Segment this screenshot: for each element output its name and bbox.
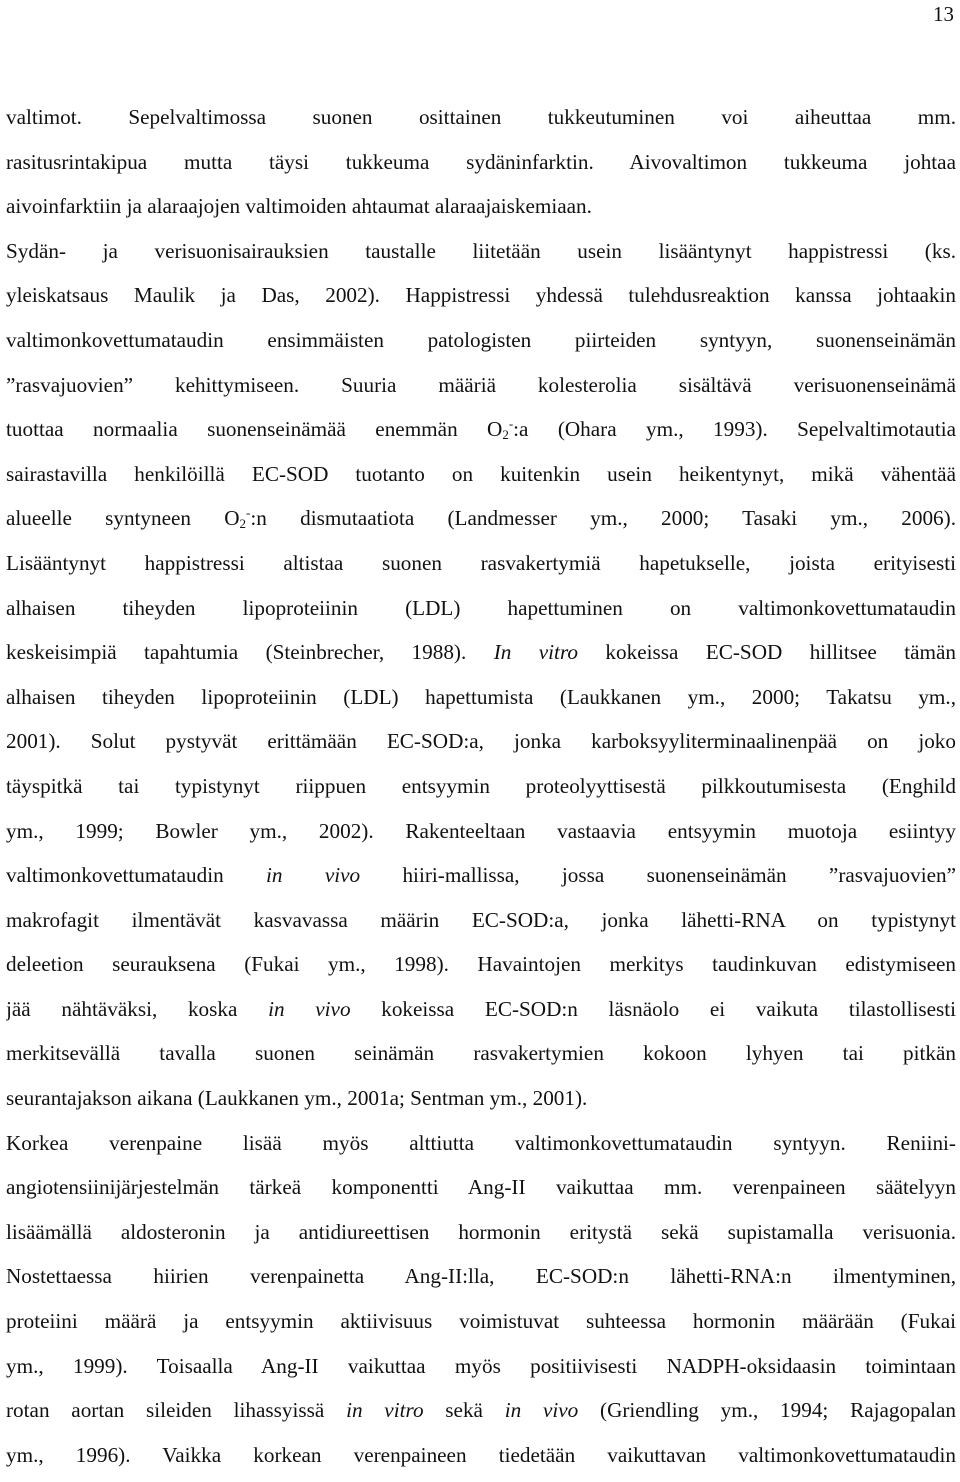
text-segment: seurantajakson aikana (Laukkanen ym., 2001a; Sentman ym., 2001). <box>6 1086 588 1111</box>
text-line <box>6 496 956 541</box>
italic-text: in vivo <box>504 1398 579 1423</box>
text-segment: valtimot. Sepelvaltimossa suonen osittainen tukkeutuminen voi aiheuttaa mm. <box>6 105 956 129</box>
text-segment: alhaisen tiheyden lipoproteiinin (LDL) hapettumista (Laukkanen ym., 2000; Takatsu ym., <box>6 684 956 709</box>
text-segment: tuottaa normaalia suonenseinämää enemmän O <box>6 417 503 442</box>
text-segment: alhaisen tiheyden lipoproteiinin (LDL) hapettuminen on valtimonkovettumataudin <box>6 595 956 620</box>
text-segment: alueelle syntyneen O <box>6 506 240 531</box>
text-line <box>6 719 956 764</box>
text-line <box>6 452 956 497</box>
text-segment: jää nähtäväksi, koska <box>6 996 269 1021</box>
text-line <box>6 140 956 185</box>
text-segment: hiiri-mallissa, jossa suonenseinämän ”rasvajuovien” <box>360 863 956 888</box>
text-segment: lisäämällä aldosteronin ja antidiureettisen hormonin eritystä sekä supistamalla verisuonia. <box>6 1219 956 1244</box>
text-segment: ym., 1999). Toisaalla Ang-II vaikuttaa myös positiivisesti NADPH-oksidaasin toimintaan <box>6 1353 956 1378</box>
superscript: - <box>246 505 251 521</box>
text-segment: Lisääntynyt happistressi altistaa suonen rasvakertymiä hapetukselle, joista erityisesti <box>6 550 956 575</box>
text-line <box>6 363 956 408</box>
body-text <box>6 95 956 1477</box>
text-line <box>6 95 956 140</box>
text-line <box>6 630 956 675</box>
text-line <box>6 764 956 809</box>
text-segment: yleiskatsaus Maulik ja Das, 2002). Happistressi yhdessä tulehdusreaktion kanssa johtaakin <box>6 283 956 308</box>
italic-text: In vitro <box>493 640 578 665</box>
text-segment: angiotensiinijärjestelmän tärkeä komponentti Ang-II vaikuttaa mm. verenpaineen säätelyyn <box>6 1175 956 1200</box>
text-line <box>6 898 956 943</box>
text-segment: ”rasvajuovien” kehittymiseen. Suuria määriä kolesterolia sisältävä verisuonenseinämä <box>6 372 956 397</box>
text-line <box>6 1299 956 1344</box>
text-segment: kokeissa EC-SOD hillitsee tämän <box>578 640 956 665</box>
text-segment: aivoinfarktiin ja alaraajojen valtimoiden ahtaumat alaraajaiskemiaan. <box>6 194 592 219</box>
text-line <box>6 184 956 229</box>
italic-text: in vivo <box>266 863 361 888</box>
text-line <box>6 1031 956 1076</box>
subscript: 2 <box>502 427 509 443</box>
text-line <box>6 273 956 318</box>
text-line <box>6 1165 956 1210</box>
text-segment: Sydän- ja verisuonisairauksien taustalle liitetään usein lisääntynyt happistressi (ks. <box>6 238 956 263</box>
text-segment: rasitusrintakipua mutta täysi tukkeuma sydäninfarktin. Aivovaltimon tukkeuma johtaa <box>6 149 956 174</box>
text-segment: ym., 1999; Bowler ym., 2002). Rakenteeltaan vastaavia entsyymin muotoja esiintyy <box>6 818 956 843</box>
text-segment: Nostettaessa hiirien verenpainetta Ang-II:lla, EC-SOD:n lähetti-RNA:n ilmentyminen, <box>6 1264 956 1289</box>
text-segment: ym., 1996). Vaikka korkean verenpaineen tiedetään vaikuttavan valtimonkovettumataudin <box>6 1442 956 1467</box>
text-segment: merkitsevällä tavalla suonen seinämän rasvakertymien kokoon lyhyen tai pitkän <box>6 1041 956 1066</box>
italic-text: in vivo <box>268 996 351 1021</box>
text-line <box>6 987 956 1032</box>
text-segment: sairastavilla henkilöillä EC-SOD tuotanto on kuitenkin usein heikentynyt, mikä vähentää <box>6 461 956 486</box>
text-line <box>6 1121 956 1166</box>
text-segment: valtimonkovettumataudin ensimmäisten patologisten piirteiden syntyyn, suonenseinämän <box>6 327 956 352</box>
text-segment: proteiini määrä ja entsyymin aktiivisuus voimistuvat suhteessa hormonin määrään (Fukai <box>6 1309 956 1334</box>
text-line <box>6 407 956 452</box>
text-line <box>6 1388 956 1433</box>
text-line <box>6 1076 956 1121</box>
text-segment: :n dismutaatiota (Landmesser ym., 2000; Tasaki ym., 2006). <box>250 506 956 531</box>
text-segment: deleetion seurauksena (Fukai ym., 1998). Havaintojen merkitys taudinkuvan edistymiseen <box>6 952 956 977</box>
text-line <box>6 675 956 720</box>
text-segment: kokeissa EC-SOD:n läsnäolo ei vaikuta tilastollisesti <box>350 996 956 1021</box>
text-segment: Korkea verenpaine lisää myös alttiutta valtimonkovettumataudin syntyyn. Reniini- <box>6 1130 956 1155</box>
text-line <box>6 1433 956 1478</box>
text-line <box>6 586 956 631</box>
text-segment: sekä <box>423 1398 505 1423</box>
text-segment: keskeisimpiä tapahtumia (Steinbrecher, 1988). <box>6 640 494 665</box>
text-line <box>6 541 956 586</box>
text-segment: makrofagit ilmentävät kasvavassa määrin EC-SOD:a, jonka lähetti-RNA on typistynyt <box>6 907 956 932</box>
text-line <box>6 318 956 363</box>
text-line <box>6 1210 956 1255</box>
page-number: 13 <box>933 2 954 26</box>
text-segment: valtimonkovettumataudin <box>6 863 267 888</box>
superscript: - <box>508 416 514 432</box>
text-line <box>6 942 956 987</box>
text-segment: rotan aortan sileiden lihassyissä <box>6 1398 347 1423</box>
text-line <box>6 1344 956 1389</box>
text-segment: :a (Ohara ym., 1993). Sepelvaltimotautia <box>513 417 956 442</box>
italic-text: in vitro <box>346 1398 424 1423</box>
text-segment: täyspitkä tai typistynyt riippuen entsyymin proteolyyttisestä pilkkoutumisesta (Enghild <box>6 773 956 798</box>
subscript: 2 <box>239 516 247 532</box>
text-segment: (Griendling ym., 1994; Rajagopalan <box>578 1398 956 1423</box>
text-line <box>6 1254 956 1299</box>
text-line <box>6 229 956 274</box>
text-segment: 2001). Solut pystyvät erittämään EC-SOD:a, jonka karboksyyliterminaalinenpää on joko <box>6 729 956 754</box>
text-line <box>6 853 956 898</box>
text-line <box>6 809 956 854</box>
